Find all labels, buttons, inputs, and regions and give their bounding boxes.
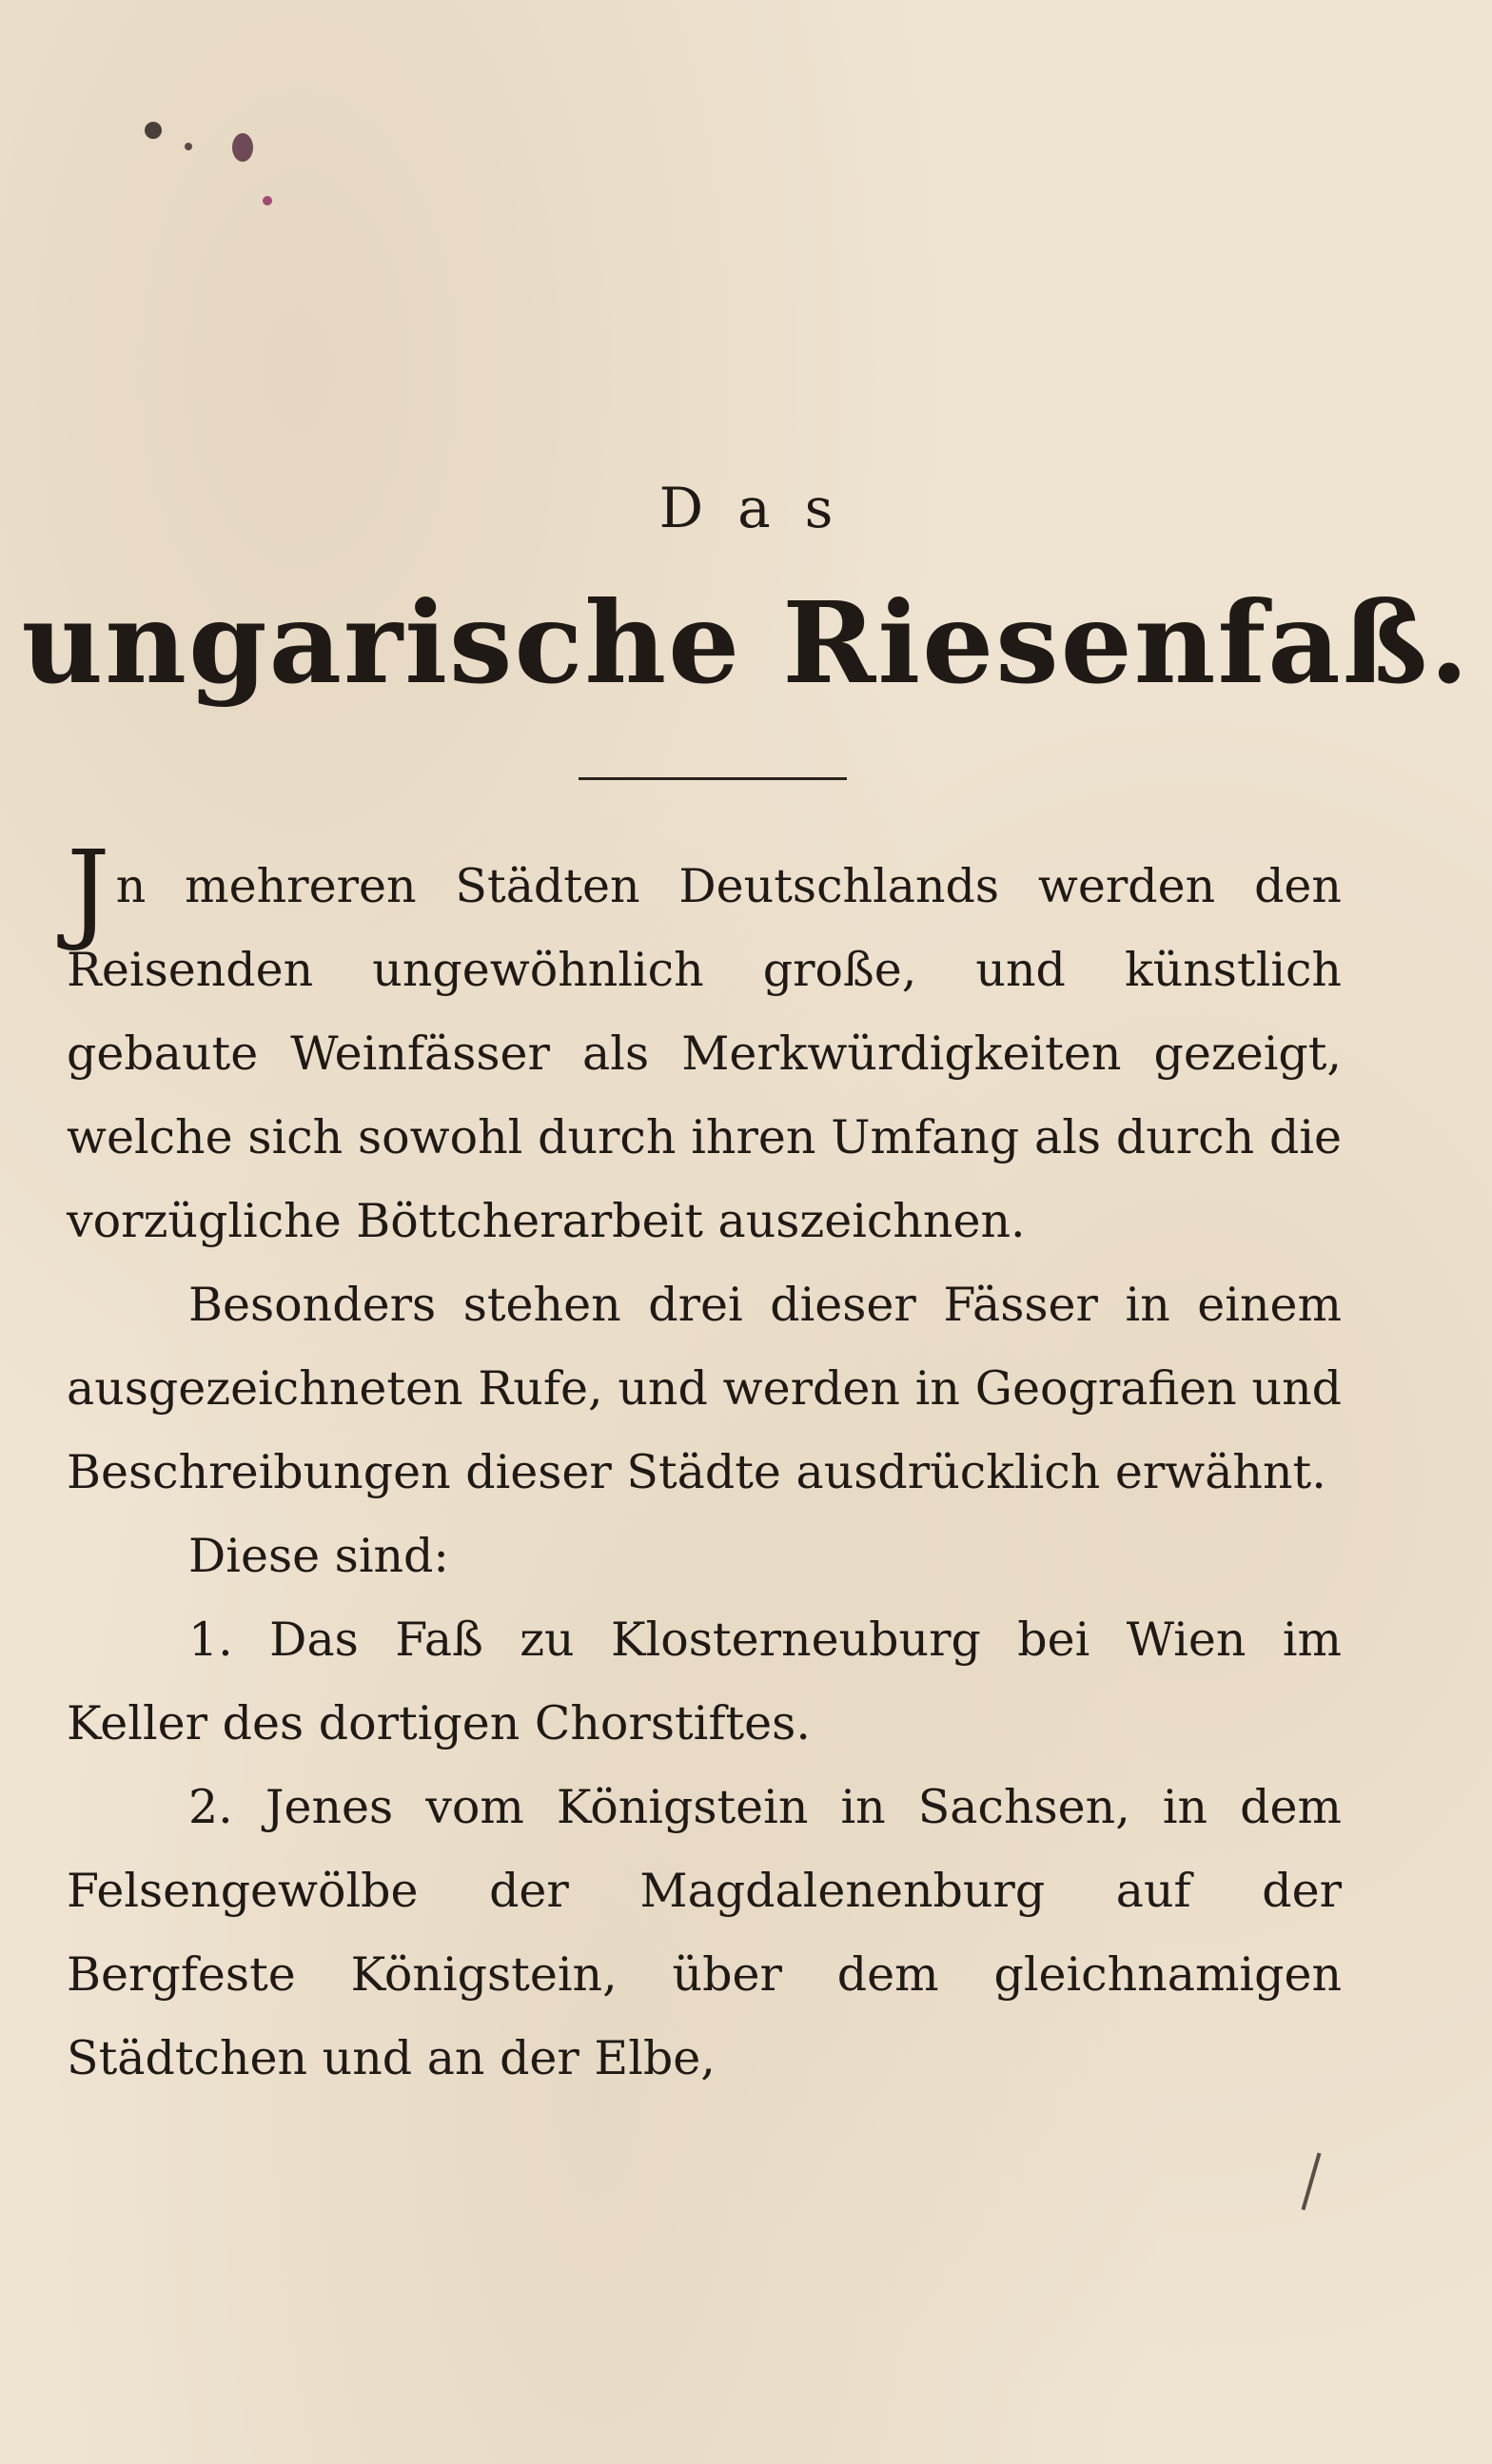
paragraph-3: Diese sind: bbox=[188, 1529, 449, 1583]
heading-article: Das bbox=[658, 476, 868, 540]
title-divider bbox=[579, 777, 847, 780]
paragraph-text: n mehreren Städten Deutschlands werden den Reisenden ungewöhnlich große, und künstlich gebaute Weinfässer als Merkwürdigkeiten gezeigt, welche sich sowohl durch ihren Umfang als durch die vorzügliche Böttcherarbeit auszeichnen. bbox=[67, 859, 1342, 1248]
paragraph-2: Besonders stehen drei dieser Fässer in einem ausgezeichneten Rufe, und werden in Geografien und Beschreibungen dieser Städte ausdrücklich erwähnt. bbox=[67, 1278, 1342, 1499]
ink-spot bbox=[263, 196, 272, 205]
pencil-mark bbox=[1302, 2153, 1322, 2211]
paragraph-1 bbox=[67, 827, 1342, 1263]
page-title: ungarische Riesenfaß. bbox=[21, 577, 1471, 709]
list-item-2: 2. Jenes vom Königstein in Sachsen, in dem Felsengewölbe der Magdalenenburg auf der Bergfeste Königstein, über dem gleichnamigen Städtchen und an der Elbe, bbox=[67, 1780, 1342, 2085]
ink-spot bbox=[145, 122, 162, 139]
ink-spot bbox=[185, 143, 192, 150]
ink-spot bbox=[232, 133, 253, 162]
list-item-1: 1. Das Faß zu Klosterneuburg bei Wien im Keller des dortigen Chorstiftes. bbox=[67, 1613, 1342, 1750]
body-text bbox=[67, 827, 1342, 2101]
drop-cap: J bbox=[67, 827, 110, 953]
